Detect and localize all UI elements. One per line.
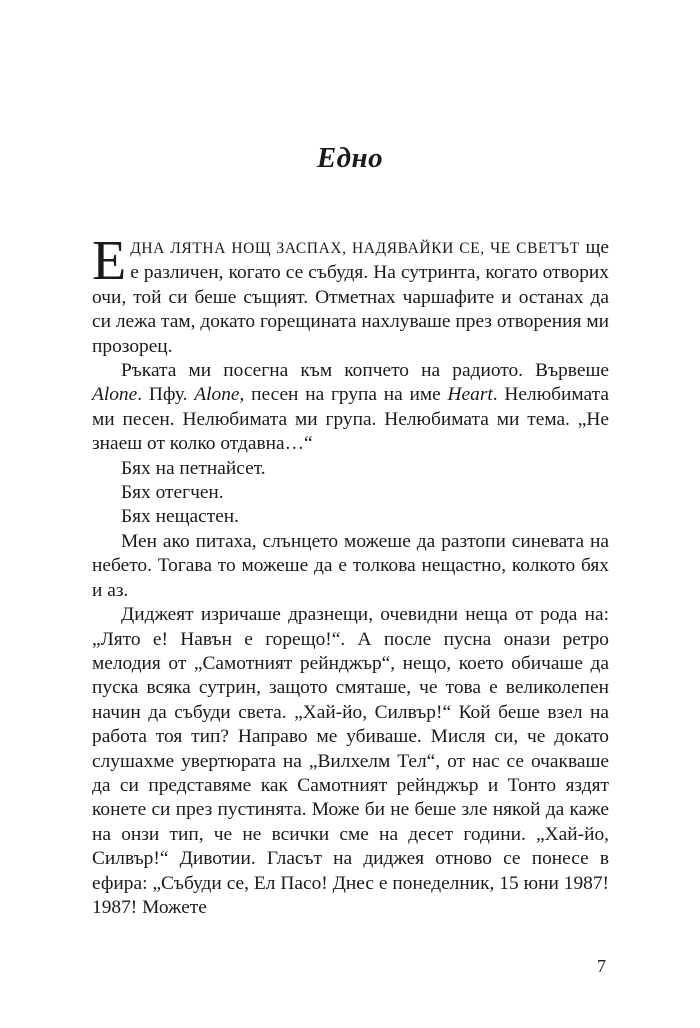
paragraph-2 — [92, 359, 609, 457]
chapter-title: Едно — [316, 142, 384, 174]
song-title: Alone — [194, 384, 240, 406]
drop-cap: Е — [92, 230, 127, 292]
body-text — [92, 230, 609, 920]
paragraph-2-text-d: . Нелюбимата ми песен. Нелюбимата ми група. Нелюбимата ми тема. „Не знаеш от колко отдавна…“ — [92, 384, 609, 455]
band-name: Heart — [447, 384, 493, 406]
paragraph-lead-smallcaps: ДНА ЛЯТНА НОЩ ЗАСПАХ, НАДЯВАЙКИ СЕ, ЧЕ СВЕТЪТ — [130, 240, 580, 257]
paragraph-2-text-b: . Пфу. — [137, 384, 195, 406]
song-title: Alone — [92, 384, 138, 406]
paragraph-4: Бях отегчен. — [121, 482, 224, 504]
paragraph-3: Бях на петнайсет. — [121, 457, 266, 479]
paragraph-6: Мен ако питаха, слънцето можеше да разтопи синевата на небето. Тогава то можеше да е толкова нещастно, колкото бях и аз. — [92, 530, 609, 601]
paragraph-2-text-a: Ръката ми посегна към копчето на радиото. Вървеше — [121, 360, 609, 382]
paragraph-5: Бях нещастен. — [121, 506, 240, 528]
paragraph-2-text-c: , песен на група на име — [239, 384, 448, 406]
paragraph-1-text: ще е различен, когато се събудя. На сутринта, когато отворих очи, той си беше същият. Отметнах чаршафите и останах да си лежа там, докато горещината нахлуваше през отворения ми прозорец. — [92, 237, 609, 357]
page-number: 7 — [597, 956, 606, 976]
paragraph-7: Диджеят изричаше дразнещи, очевидни неща от рода на: „Лято е! Навън е горещо!“. А после пусна онази ретро мелодия от „Самотният рейнджър“, нещо, което обичаше да пуска всяка сутрин, защото смяташе, че това е великолепен начин да събуди света. „Хай-йо, Силвър!“ Кой беше взел на работа тоя тип? Направо ме убиваше. Мисля си, че докато слушахме увертюрата на „Вилхелм Тел“, от нас се очакваше да си представяме как Самотният рейнджър и Тонто яздят конете си през пустинята. Може би не беше зле някой да каже на онзи тип, че не всички сме на десет години. „Хай-йо, Силвър!“ Дивотии. Гласът на диджея отново се понесе в ефира: „Събуди се, Ел Пасо! Днес е понеделник, 15 юни 1987! 1987! Можете — [92, 604, 609, 918]
paragraph-1 — [92, 230, 609, 359]
